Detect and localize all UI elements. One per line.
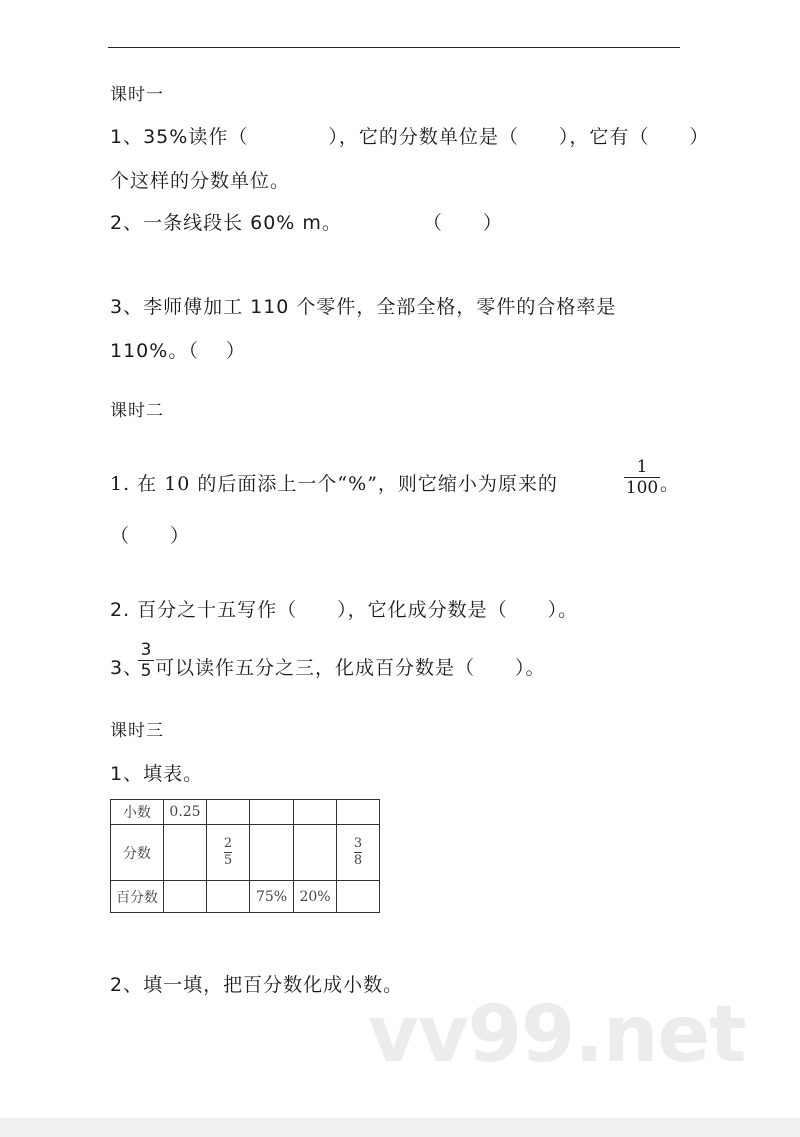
table-cell [337,825,380,881]
lesson2-question3-text: 可以读作五分之三，化成百分数是（ ）。 [155,657,546,679]
lesson1-question3-line2: 110%。（ ） [110,340,246,362]
fraction-denominator: 100 [625,478,659,498]
lesson2-question1-fraction [624,458,660,497]
fraction-denominator: 5 [223,853,233,868]
table-row-decimal [111,800,380,825]
conversion-table [110,799,380,913]
cell-fraction [224,837,232,868]
lesson3-question2: 2、填一填，把百分数化成小数。 [110,974,404,996]
lesson1-question1-line1: 1、35%读作（ ），它的分数单位是（ ），它有（ ） [110,126,710,148]
lesson2-question3-fraction [138,641,154,680]
fraction-denominator: 8 [353,853,363,868]
table-cell [207,825,250,881]
lesson3-heading: 课时三 [110,721,164,741]
lesson2-heading: 课时二 [110,401,164,421]
header-rule [108,47,680,48]
table-cell [207,800,250,825]
lesson3-question1: 1、填表。 [110,763,204,785]
table-cell [294,825,337,881]
row-header-percent: 百分数 [111,881,164,913]
lesson1-question2: 2、一条线段长 60% m。 （ ） [110,212,503,234]
table-cell [337,800,380,825]
fraction-numerator: 3 [140,640,152,660]
table-cell [250,825,294,881]
lesson2-question1-text: 1. 在 10 的后面添上一个“%”，则它缩小为原来的 [110,473,558,495]
lesson2-question1-answer-paren: （ ） [110,525,191,547]
fraction-numerator: 3 [353,836,363,851]
watermark: vv99.net [368,990,746,1080]
table-cell [294,800,337,825]
table-cell: 20% [294,881,337,913]
table-cell [164,825,207,881]
table-cell [207,881,250,913]
cell-fraction [354,837,362,868]
row-header-decimal: 小数 [111,800,164,825]
table-cell: 75% [250,881,294,913]
table-cell: 0.25 [164,800,207,825]
table-row-fraction [111,825,380,881]
page-bottom-band [0,1118,800,1137]
fraction-numerator: 2 [223,836,233,851]
lesson2-question3-prefix: 3、 [110,657,144,679]
table-cell [337,881,380,913]
table-row-percent [111,881,380,913]
lesson2-question1-suffix: 。 [660,473,681,495]
lesson1-question3-line1: 3、李师傅加工 110 个零件，全部全格，零件的合格率是 [110,296,617,318]
table-cell [164,881,207,913]
lesson1-question1-line2: 个这样的分数单位。 [110,170,291,192]
table-cell [250,800,294,825]
lesson1-heading: 课时一 [110,85,164,105]
fraction-denominator: 5 [140,661,152,681]
lesson2-question2: 2. 百分之十五写作（ ），它化成分数是（ ）。 [110,599,579,621]
row-header-fraction: 分数 [111,825,164,881]
fraction-numerator: 1 [636,457,648,477]
